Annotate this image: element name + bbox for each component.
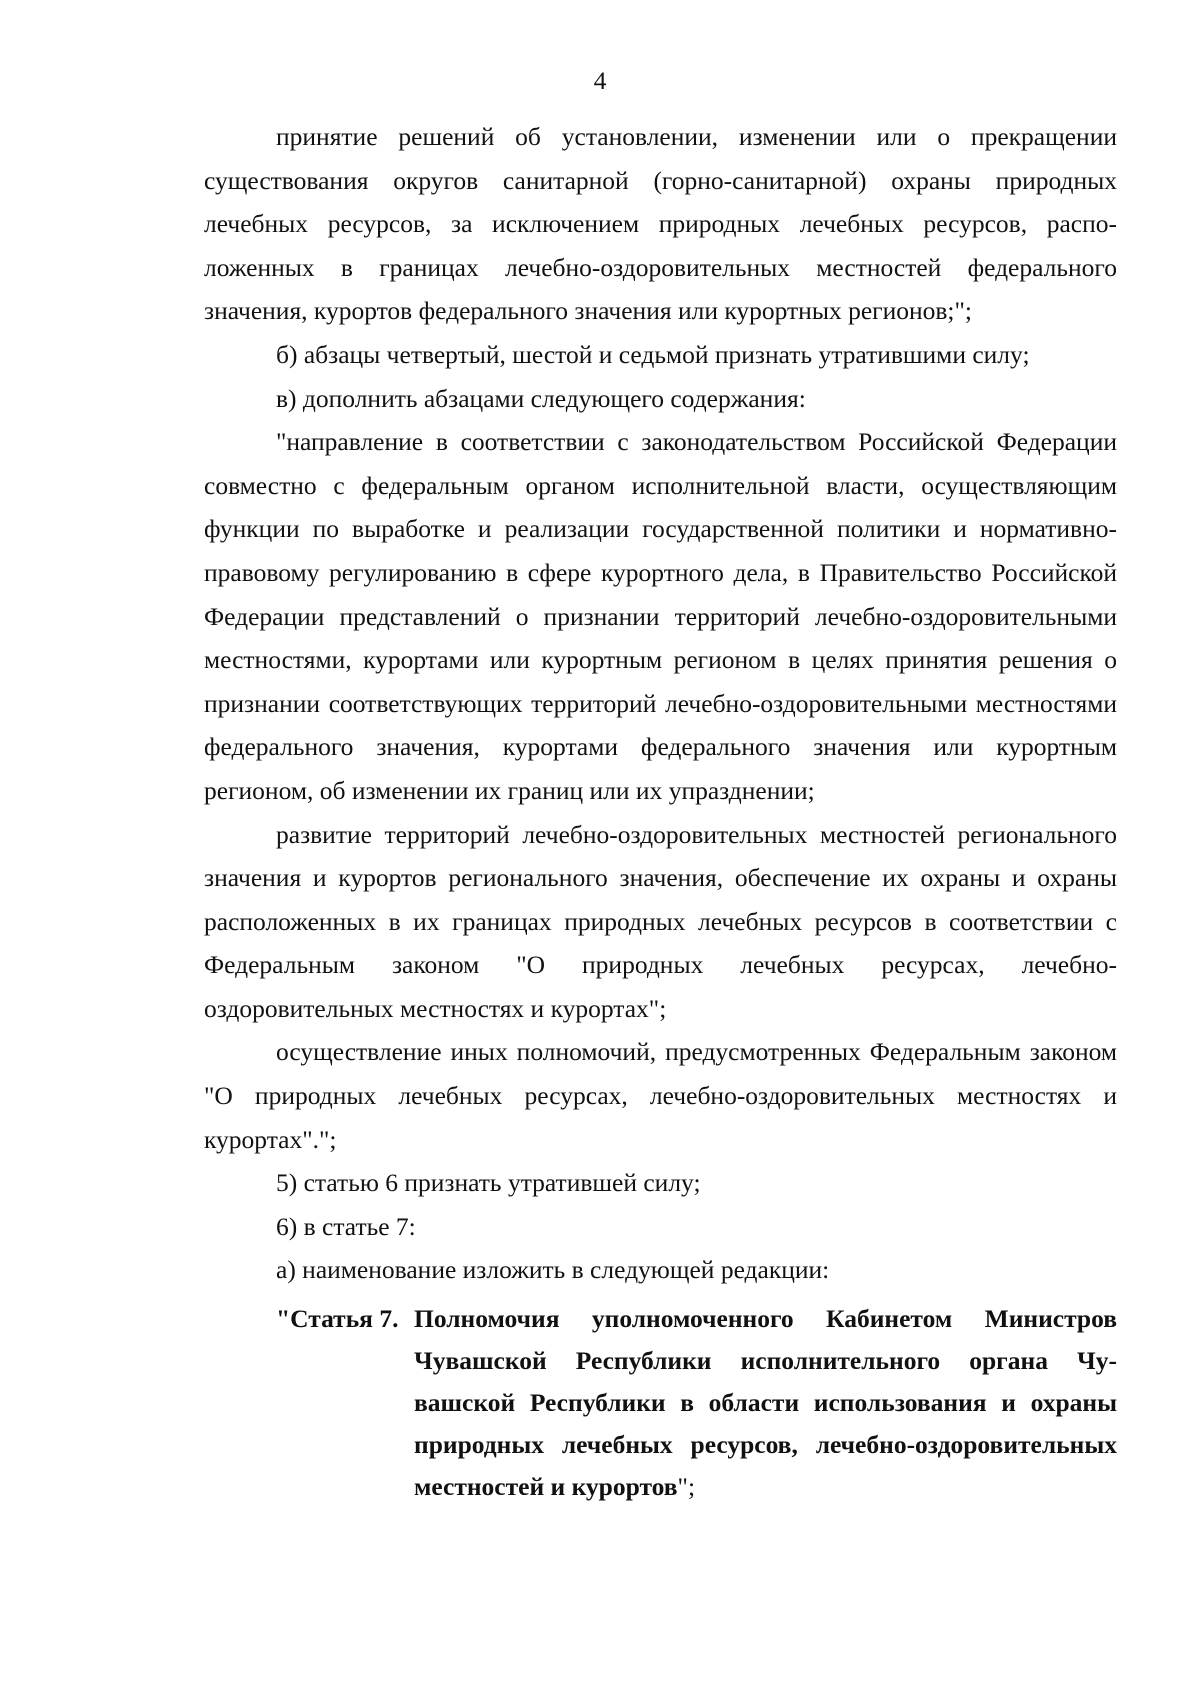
page-number: 4 <box>593 66 607 95</box>
article-title-tail: "; <box>677 1472 696 1502</box>
article-label: "Статья 7. <box>276 1304 399 1334</box>
document-body <box>204 115 1117 1508</box>
paragraph-direction: "направление в соответствии с законодательством Российской Федерации совместно с федеральным органом исполнительной власти, осуществляющим функции по выработке и реализации государственной политики и нормативно-правовому регулированию в сфере курортного дела, в Правительство Российской Федерации представлений о признании территорий лечебно-оздоровительными местностями, курортами или курортным регионом в целях принятия решения о признании соответствующих территорий лечебно-оздоровительными местностями федерального значения, курортами федерального значения или курортным регионом, об изменении их границ или их упразднении; <box>204 427 1117 805</box>
paragraph-item-5: 5) статью 6 признать утратившей силу; <box>276 1168 701 1198</box>
paragraph-item-a: а) наименование изложить в следующей редакции: <box>276 1255 830 1285</box>
paragraph-other-powers: осуществление иных полномочий, предусмотренных Федеральным законом "О природных лечебных ресурсах, лечебно-оздоровительных местностях и курортах"."; <box>204 1037 1117 1154</box>
article-title-text: Полномочия уполномоченного Кабинетом Министров Чувашской Республики исполнительного органа Чувашской Республики в области использования и охраны природных лечебных ресурсов, лечебно-оздоровительных местностей и курортов <box>414 1304 1117 1502</box>
article-heading <box>204 1298 1117 1508</box>
paragraph-development: развитие территорий лечебно-оздоровительных местностей регионального значения и курортов регионального значения, обеспечение их охраны и охраны расположенных в их границах природных лечебных ресурсов в соответствии с Федеральным законом "О природных лечебных ресурсах, лечебно-оздоровительных местностях и курортах"; <box>204 819 1117 1023</box>
paragraph-item-b: б) абзацы четвертый, шестой и седьмой признать утратившими силу; <box>276 339 1030 369</box>
paragraph-item-v: в) дополнить абзацами следующего содержания: <box>276 383 806 413</box>
article-title <box>414 1298 1117 1508</box>
paragraph-decision-making: принятие решений об установлении, изменении или о прекращении существования округов санитарной (горно-санитарной) охраны природных лечебных ресурсов, за исключением природных лечебных ресурсов, расположенных в границах лечебно-оздоровительных местностей федерального значения, курортов федерального значения или курортных регионов;"; <box>204 122 1117 326</box>
paragraph-item-6: 6) в статье 7: <box>276 1211 416 1241</box>
